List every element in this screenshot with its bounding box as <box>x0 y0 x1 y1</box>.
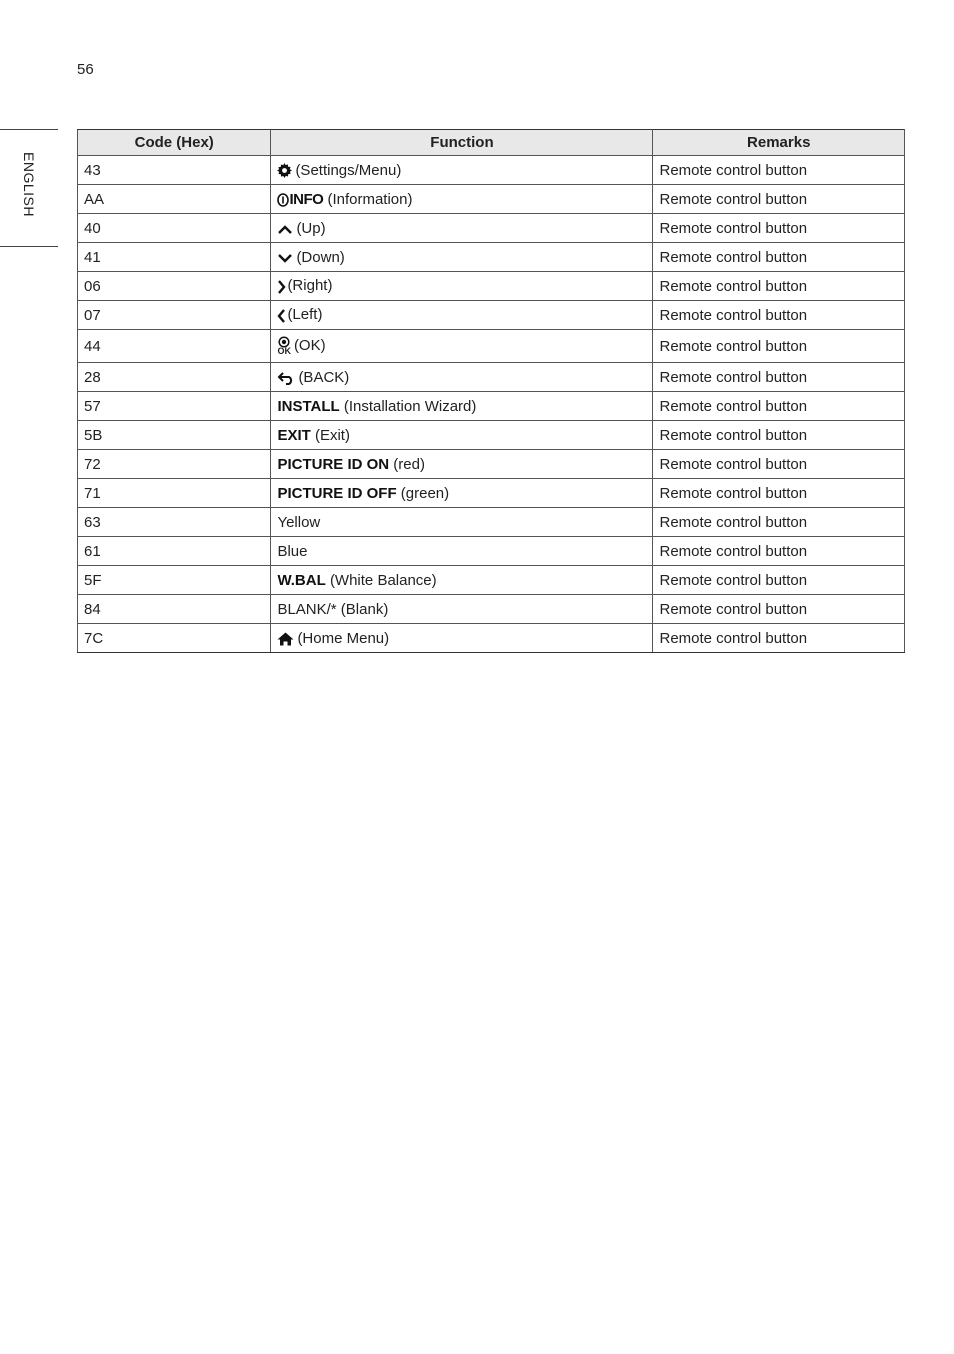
code-cell: 43 <box>78 156 271 185</box>
table-row <box>78 566 905 595</box>
function-cell <box>271 566 653 595</box>
function-text: (Information) <box>327 190 413 208</box>
table-header-row <box>78 130 905 156</box>
home-icon <box>277 632 294 646</box>
back-arrow-icon <box>277 371 295 385</box>
remarks-cell: Remote control button <box>653 421 905 450</box>
code-cell: 72 <box>78 450 271 479</box>
table-row <box>78 330 905 363</box>
remarks-cell: Remote control button <box>653 243 905 272</box>
remarks-cell: Remote control button <box>653 214 905 243</box>
code-cell: 44 <box>78 330 271 363</box>
function-text: Yellow <box>277 513 321 531</box>
code-cell: 28 <box>78 363 271 392</box>
remarks-cell: Remote control button <box>653 479 905 508</box>
function-cell <box>271 537 653 566</box>
code-cell: 7C <box>78 624 271 653</box>
function-cell <box>271 595 653 624</box>
remarks-cell: Remote control button <box>653 450 905 479</box>
function-cell <box>271 272 653 301</box>
table-row <box>78 537 905 566</box>
table-row <box>78 363 905 392</box>
language-side-tab <box>0 129 58 247</box>
code-cell: 61 <box>78 537 271 566</box>
chevron-left-icon <box>277 308 286 324</box>
function-cell <box>271 450 653 479</box>
info-icon <box>277 193 289 207</box>
function-cell <box>271 363 653 392</box>
chevron-down-icon <box>277 252 293 264</box>
function-cell <box>271 185 653 214</box>
ok-icon <box>277 336 291 356</box>
code-cell: 84 <box>78 595 271 624</box>
remarks-cell: Remote control button <box>653 363 905 392</box>
table-row <box>78 156 905 185</box>
function-text: Blue <box>277 542 308 560</box>
gear-icon <box>277 163 292 178</box>
function-cell <box>271 301 653 330</box>
chevron-right-icon <box>277 279 286 295</box>
table-row <box>78 243 905 272</box>
code-cell: AA <box>78 185 271 214</box>
function-cell <box>271 508 653 537</box>
function-text: (Right) <box>287 277 333 295</box>
function-cell <box>271 479 653 508</box>
function-keyword: PICTURE ID OFF <box>277 484 397 502</box>
function-text: (Settings/Menu) <box>295 161 402 179</box>
remarks-cell: Remote control button <box>653 566 905 595</box>
function-cell <box>271 156 653 185</box>
function-text: (Down) <box>296 248 345 266</box>
remarks-cell: Remote control button <box>653 272 905 301</box>
function-text: (Up) <box>296 219 326 237</box>
chevron-up-icon <box>277 223 293 235</box>
header-code: Code (Hex) <box>78 130 271 156</box>
remote-codes-table <box>77 129 905 653</box>
code-cell: 07 <box>78 301 271 330</box>
remarks-cell: Remote control button <box>653 392 905 421</box>
code-cell: 63 <box>78 508 271 537</box>
table-row <box>78 421 905 450</box>
function-keyword: W.BAL <box>277 571 326 589</box>
table-row <box>78 624 905 653</box>
function-cell <box>271 214 653 243</box>
remarks-cell: Remote control button <box>653 624 905 653</box>
table-row <box>78 185 905 214</box>
function-text: (Left) <box>287 306 323 324</box>
table-row <box>78 272 905 301</box>
header-remarks: Remarks <box>653 130 905 156</box>
remarks-cell: Remote control button <box>653 156 905 185</box>
code-cell: 40 <box>78 214 271 243</box>
remarks-cell: Remote control button <box>653 330 905 363</box>
code-cell: 5F <box>78 566 271 595</box>
function-keyword: PICTURE ID ON <box>277 455 390 473</box>
table-row <box>78 508 905 537</box>
function-cell <box>271 330 653 363</box>
table-row <box>78 450 905 479</box>
function-keyword: INFO <box>289 190 324 208</box>
function-cell <box>271 624 653 653</box>
function-cell <box>271 243 653 272</box>
function-text: (Installation Wizard) <box>343 397 477 415</box>
function-keyword: EXIT <box>277 426 311 444</box>
function-text: (Exit) <box>314 426 350 444</box>
code-cell: 06 <box>78 272 271 301</box>
language-tab-label: ENGLISH <box>21 152 37 217</box>
table-row <box>78 301 905 330</box>
code-cell: 41 <box>78 243 271 272</box>
code-cell: 57 <box>78 392 271 421</box>
function-cell <box>271 392 653 421</box>
code-cell: 71 <box>78 479 271 508</box>
ok-icon-text: OK <box>277 346 291 356</box>
function-text: (red) <box>393 455 425 473</box>
function-keyword: INSTALL <box>277 397 340 415</box>
function-text: (OK) <box>293 336 326 354</box>
table-row <box>78 214 905 243</box>
function-text: (BACK) <box>298 368 350 386</box>
function-text: (green) <box>400 484 450 502</box>
remarks-cell: Remote control button <box>653 537 905 566</box>
function-text: (White Balance) <box>329 571 437 589</box>
table-row <box>78 479 905 508</box>
remarks-cell: Remote control button <box>653 185 905 214</box>
remarks-cell: Remote control button <box>653 508 905 537</box>
remarks-cell: Remote control button <box>653 301 905 330</box>
function-cell <box>271 421 653 450</box>
table-row <box>78 392 905 421</box>
function-text: (Home Menu) <box>297 629 390 647</box>
function-text: BLANK/* (Blank) <box>277 600 389 618</box>
remarks-cell: Remote control button <box>653 595 905 624</box>
code-cell: 5B <box>78 421 271 450</box>
table-row <box>78 595 905 624</box>
header-function: Function <box>271 130 653 156</box>
page-number: 56 <box>77 61 94 78</box>
